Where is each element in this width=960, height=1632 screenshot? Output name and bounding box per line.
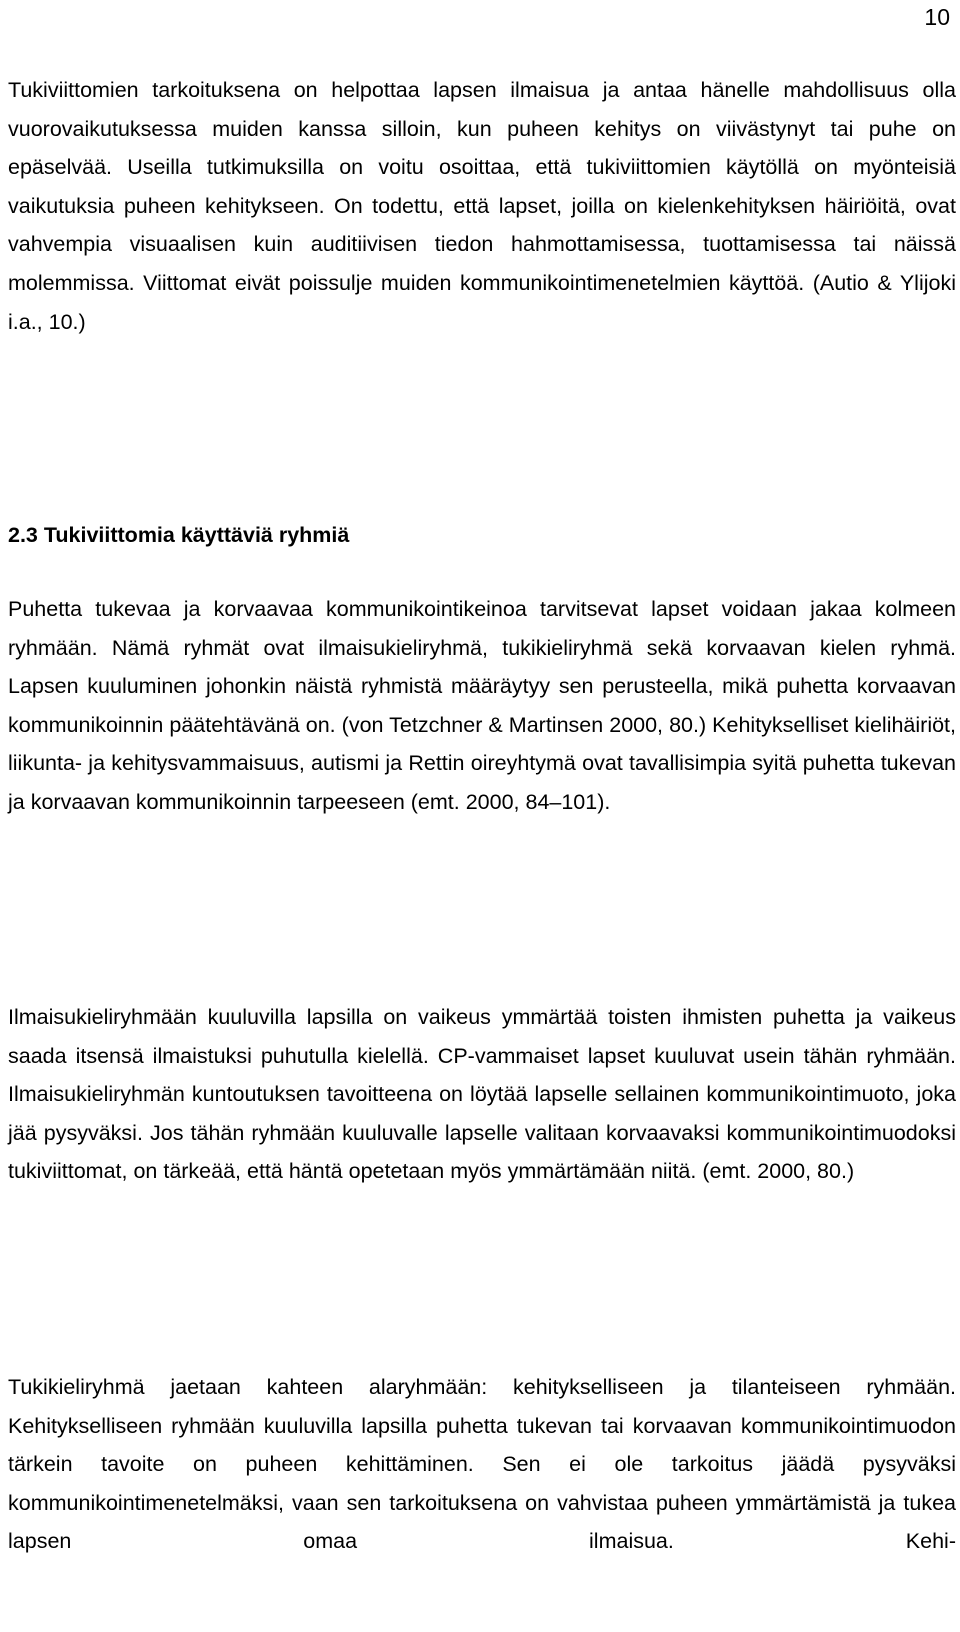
paragraph-intro: Tukiviittomien tarkoituksena on helpottaa lapsen ilmaisua ja antaa hänelle mahdollisuus olla vuorovaikutuksessa muiden kanssa silloin, kun puheen kehitys on viivästynyt tai puhe on epäselvää. Useilla tutkimuksilla on voitu osoittaa, että tukiviittomien käytöllä on myönteisiä vaikutuksia puheen kehitykseen. On todettu, että lapset, joilla on kielenkehityksen häiriöitä, ovat vahvempia visuaalisen kuin auditiivisen tiedon hahmottamisessa, tuottamisessa tai näissä molemmissa. Viittomat eivät poissulje muiden kommunikointimenetelmien käyttöä. (Autio & Ylijoki i.a., 10.) — [8, 78, 956, 334]
paragraph-expressive-language-group: Ilmaisukieliryhmään kuuluvilla lapsilla on vaikeus ymmärtää toisten ihmisten puhetta ja vaikeus saada itsensä ilmaistuksi puhutulla kielellä. CP-vammaiset lapset kuuluvat usein tähän ryhmään. Ilmaisukieliryhmän kuntoutuksen tavoitteena on löytää lapselle sellainen kommunikointimuoto, joka jää pysyväksi. Jos tähän ryhmään kuuluvalle lapselle valitaan korvaavaksi kommunikointimuodoksi tukiviittomat, on tärkeää, että häntä opetetaan myös ymmärtämään niitä. (emt. 2000, 80.) — [8, 1005, 956, 1184]
paragraph-groups: Puhetta tukevaa ja korvaavaa kommunikointikeinoa tarvitsevat lapset voidaan jakaa kolmeen ryhmään. Nämä ryhmät ovat ilmaisukieliryhmä, tukikieliryhmä sekä korvaavan kielen ryhmä. Lapsen kuuluminen johonkin näistä ryhmistä määräytyy sen perusteella, mikä puhetta korvaavan kommunikoinnin päätehtävänä on. (von Tetzchner & Martinsen 2000, 80.) Kehitykselliset kielihäiriöt, liikunta- ja kehitysvammaisuus, autismi ja Rettin oireyhtymä ovat tavallisimpia syitä puhetta tukevan ja korvaavan kommunikoinnin tarpeeseen (emt. 2000, 84–101). — [8, 597, 956, 814]
paragraph-support-language-group: Tukikieliryhmä jaetaan kahteen alaryhmään: kehitykselliseen ja tilanteiseen ryhmään. Kehitykselliseen ryhmään kuuluvilla lapsilla puhetta tukevan tai korvaavan kommunikointimuodon tärkein tavoite on puheen kehittäminen. Sen ei ole tarkoitus jäädä pysyväksi kommunikointimenetelmäksi, vaan sen tarkoituksena on vahvistaa puheen ymmärtämistä ja tukea lapsen omaa ilmaisua. Kehi- — [8, 1375, 956, 1554]
section-heading: 2.3 Tukiviittomia käyttäviä ryhmiä — [8, 523, 350, 547]
page-number: 10 — [924, 4, 950, 30]
